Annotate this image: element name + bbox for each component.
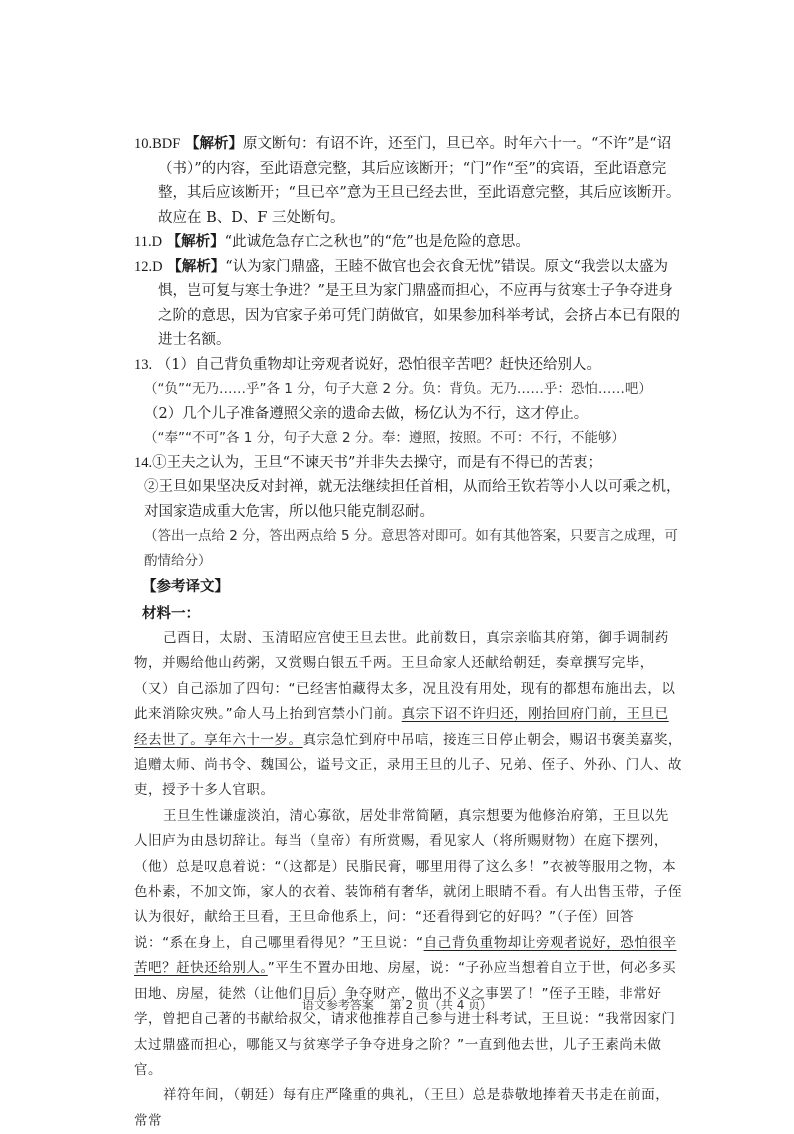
answer-number: 13. [134,356,153,373]
translation-paragraph-1: 己酉日，太尉、玉清昭应宫使王旦去世。此前数日，真宗亲临其府第，御手调制药物，并赐给他山药粥，又赏赐白银五千两。王旦命家人还献给朝廷，奏章撰写完毕，（又）自己添加了四句：“已经害怕藏得太多，况且没有用处，现有的都想布施出去，以此来消除灾殃。”命人马上抬到宫禁小门前。真宗下诏不许归还，刚抬回府门前，王旦已经去世了。享年六十一岁。真宗急忙到府中吊唁，接连三日停止朝会，赐诏书褒美嘉奖，追赠太师、尚书令、魏国公，谥号文正，录用王旦的儿子、兄弟、侄子、外孙、门人、故吏，授予十多人官职。 [134,630,682,799]
answer-10 [134,132,682,230]
scoring-note: （答出一点给 2 分，答出两点给 5 分。意思答对即可。如有其他答案，只要言之成理，可酌情给分） [144,528,678,569]
answer-number: 10.BDF [134,136,181,152]
answer-text: “此诚危急存亡之秋也”的“危”也是危险的意思。 [224,234,530,250]
analysis-tag: 【解析】 [166,233,225,250]
translation-heading: 【参考译文】 [142,578,229,595]
answer-number: 11.D [134,234,163,250]
answer-13-line-1: （1）自己背负重物却让旁观者说好，恐怕很辛苦吧？赶快还给别人。 [156,356,601,373]
answer-14-point-1: ①王夫之认为，王旦“不谏天书”并非失去操守，而是有不得已的苦衷； [152,454,602,471]
page-footer [0,996,794,1013]
answer-12 [134,255,682,353]
scoring-note: （“奉”“不可”各 1 分，句子大意 2 分。奉：遵照，按照。不可：不行，不能够） [144,430,625,446]
answer-text: 原文断句：有诏不许，还至门，旦已卒。时年六十一。“不许”是“诏（书）”的内容，至此语意完整，其后应该断开；“门”作“至”的宾语，至此语意完整，其后应该断开；“旦已卒”意为王旦已经去世，至此语意完整，其后应该断开。故应在 B、D、F 三处断句。 [158,136,681,226]
answer-13 [134,353,682,378]
answer-number: 14. [134,454,153,471]
footer-subject: 语文参考答案 [301,998,374,1012]
answer-11 [134,230,682,255]
answer-14-point-2: ②王旦如果坚决反对封禅，就无法继续担任首相，从而给王钦若等小人以可乘之机，对国家造成重大危害，所以他只能克制忍耐。 [144,479,681,520]
analysis-tag: 【解析】 [167,257,226,275]
analysis-tag: 【解析】 [184,135,243,152]
translation-paragraph-3: 祥符年间，（朝廷）每有庄严隆重的典礼，（王旦）总是恭敬地捧着天书走在前面，常常 [134,1087,670,1129]
answer-14 [134,451,682,476]
underlined-sentence: 自己背负重物却让旁观者说好，恐怕很辛苦吧？赶快还给别人。 [134,934,677,977]
scoring-note: （“负”“无乃……乎”各 1 分，句子大意 2 分。负：背负。无乃……乎：恐怕……吧） [144,381,652,397]
underlined-sentence: 真宗下诏不许归还，刚抬回府门前，王旦已经去世了。享年六十一岁。 [134,706,669,748]
answer-13-line-2: （2）几个儿子准备遵照父亲的遗命去做，杨亿认为不行，这才停止。 [144,405,589,422]
answer-text: “认为家门鼎盛，王睦不做官也会衣食无忧”错误。原文“我尝以太盛为惧，岂可复与寒士争进？”是王旦为家门鼎盛而担心，不应再与贫寒士子争夺进身之阶的意思，因为官家子弟可凭门荫做官，如果参加科举考试，会挤占本已有限的进士名额。 [158,258,680,348]
material-label: 材料一： [142,604,200,622]
page-content [134,132,682,1134]
footer-page-number: 第 2 页（共 4 页） [389,998,493,1012]
answer-number: 12.D [134,258,163,275]
translation-paragraph-2: 王旦生性谦虚淡泊，清心寡欲，居处非常简陋，真宗想要为他修治府第，王旦以先人旧庐为由恳切辞让。每当（皇帝）有所赏赐，看见家人（将所赐财物）在庭下摆列，（他）总是叹息着说：“（这都是）民脂民膏，哪里用得了这么多！”衣被等服用之物，本色朴素，不加文饰，家人的衣着、装饰稍有奢华，就闭上眼睛不看。有人出售玉带，子侄认为很好，献给王旦看，王旦命他系上，问：“还看得到它的好吗？”（子侄）回答说：“系在身上，自己哪里看得见？”王旦说：“自己背负重物却让旁观者说好，恐怕很辛苦吧？赶快还给别人。”平生不置办田地、房屋，说：“子孙应当想着自立于世，何必多买田地、房屋，徒然（让他们日后）争夺财产，做出不义之事罢了！”侄子王睦，非常好学，曾把自己著的书献给叔父，请求他推荐自己参与进士科考试，王旦说：“我常因家门太过鼎盛而担心，哪能又与贫寒学子争夺进身之阶？”一直到他去世，儿子王素尚未做官。 [134,807,682,1078]
